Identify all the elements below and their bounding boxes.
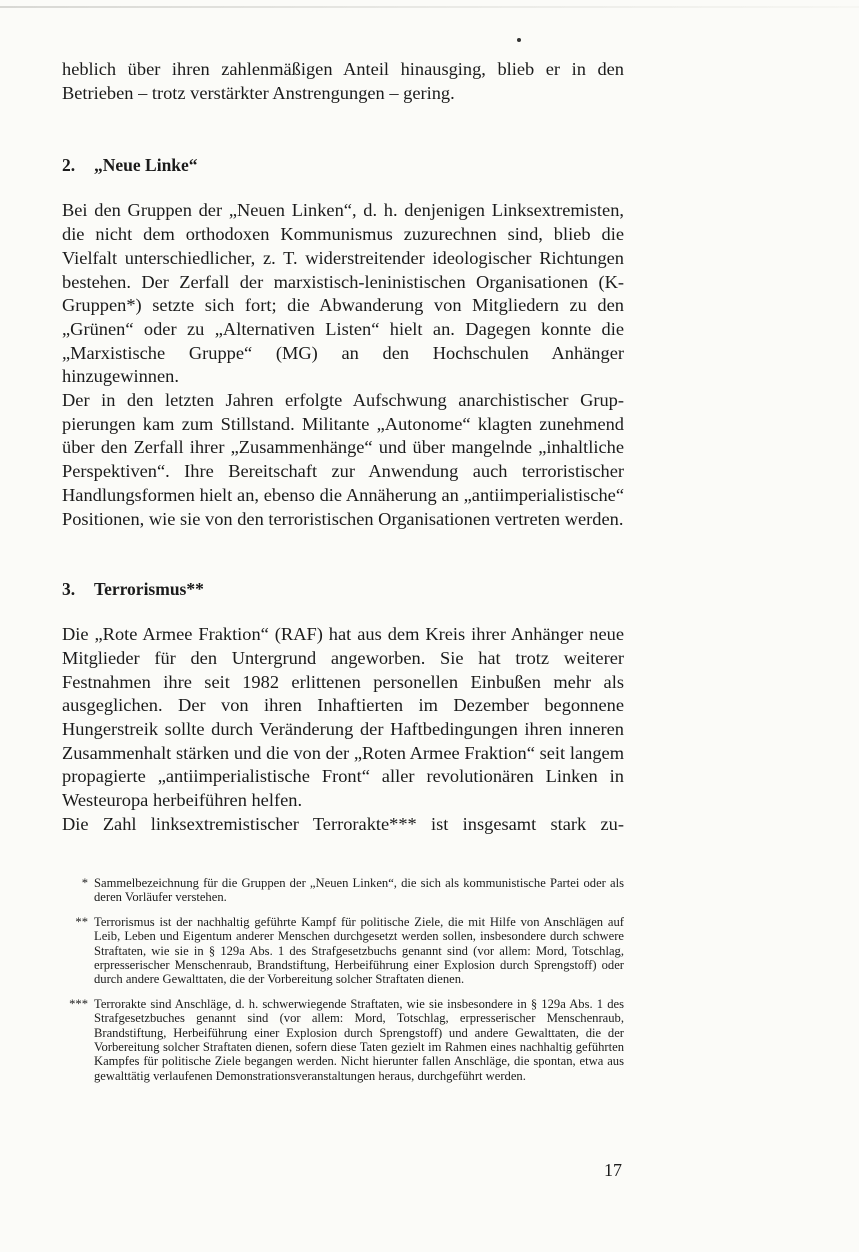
section-number: 2. <box>62 155 76 176</box>
page-number: 17 <box>604 1160 622 1180</box>
section-heading-neue-linke <box>62 153 624 177</box>
section-title: Terrorismus** <box>94 579 204 600</box>
top-edge-rule <box>0 6 859 8</box>
page-body <box>62 58 624 837</box>
footnote-text: Terrorakte sind Anschläge, d. h. schwerwiegende Straftaten, wie sie insbesondere in § 129a Abs. 1 des Strafgesetzbuches genannt sind (vor allem: Mord, Totschlag, erpresserischer Menschenraub, Brandstiftung, Herbeiführung einer Explosion durch Sprengstoff) und andere Gewalttaten, die der Vorbereitung solcher Straftaten dienen, sofern diese Taten gezielt im Rahmen eines nachhaltig geführten Kampfes für politische Ziele begangen werden. Nicht hierunter fallen Anschläge, die spontan, etwa aus gewalttätig verlaufenen Demonstrationsveranstaltungen heraus, durchgeführt werden. <box>94 996 624 1083</box>
footnote-mark: *** <box>69 996 88 1011</box>
footnotes <box>62 876 624 1083</box>
footnote <box>62 997 624 1083</box>
footnote-text: Terrorismus ist der nachhaltig geführte Kampf für politische Ziele, die mit Hilfe von Anschlägen auf Leib, Leben und Eigentum anderer Menschen durchgesetzt werden sollen, insbesondere durch schwere Straftaten, wie sie in § 129a Abs. 1 des Strafgesetzbuchs genannt sind (vor allem: Mord, Totschlag, erpresserischer Menschenraub, Brandstiftung, Herbeiführung einer Explosion durch Sprengstoff) oder durch andere Gewalttaten, die der Vorbereitung solcher Straftaten dienen. <box>94 914 624 987</box>
section-title: „Neue Linke“ <box>94 155 198 176</box>
footnote <box>62 876 624 905</box>
footnote <box>62 915 624 987</box>
section-number: 3. <box>62 579 76 600</box>
section-heading-terrorismus <box>62 577 624 601</box>
paragraph: Bei den Gruppen der „Neuen Linken“, d. h. denjenigen Linksextremisten, die nicht dem orthodoxen Kommunismus zuzurechnen sind, blieb die Vielfalt unterschiedlicher, z. T. widerstreitender ideologischer Richtungen bestehen. Der Zerfall der marxistisch-leninistischen Organisationen (K-Gruppen*) setzte sich fort; die Abwanderung von Mitgliedern zu den „Grünen“ oder zu „Alternativen Listen“ hielt an. Dagegen konnte die „Marxistische Gruppe“ (MG) an den Hochschulen Anhänger hinzugewinnen. <box>62 200 624 387</box>
stray-dot <box>517 38 521 42</box>
paragraph: Die Zahl linksextremistischer Terrorakte*** ist insgesamt stark zu- <box>62 813 624 834</box>
paragraph: Die „Rote Armee Fraktion“ (RAF) hat aus dem Kreis ihrer Anhänger neue Mitglieder für den Untergrund angeworben. Sie hat trotz weiterer Festnahmen ihre seit 1982 erlittenen personellen Einbußen mehr als ausgeglichen. Der von ihren Inhaftierten im Dezember begonnene Hungerstreik sollte durch Veränderung der Haftbedingungen ihren inneren Zusammenhalt stärken und die von der „Roten Armee Fraktion“ seit langem propagierte „antiimperialistische Front“ aller revolutionären Linken in Westeuropa herbeiführen helfen. <box>62 624 624 811</box>
footnote-mark: * <box>81 876 88 890</box>
paragraph: Der in den letzten Jahren erfolgte Aufschwung anarchistischer Gruppierungen kam zum Stillstand. Militante „Autonome“ klagten zunehmend über den Zerfall ihrer „Zusammenhänge“ und über mangelnde „inhaltliche Perspektiven“. Ihre Bereitschaft zur Anwendung auch terroristischer Handlungsformen hielt an, ebenso die Annäherung an „antiimperialistische“ Positionen, wie sie von den terroristischen Organisationen vertreten werden. <box>62 390 624 529</box>
footnote-mark: ** <box>75 914 88 929</box>
footnote-text: Sammelbezeichnung für die Gruppen der „Neuen Linken“, die sich als kommunistische Partei oder als deren Vorläufer verstehen. <box>94 876 624 905</box>
intro-paragraph: heblich über ihren zahlenmäßigen Anteil hinausging, blieb er in den Betrieben – trotz verstärkter Anstrengungen – gering. <box>62 59 624 103</box>
